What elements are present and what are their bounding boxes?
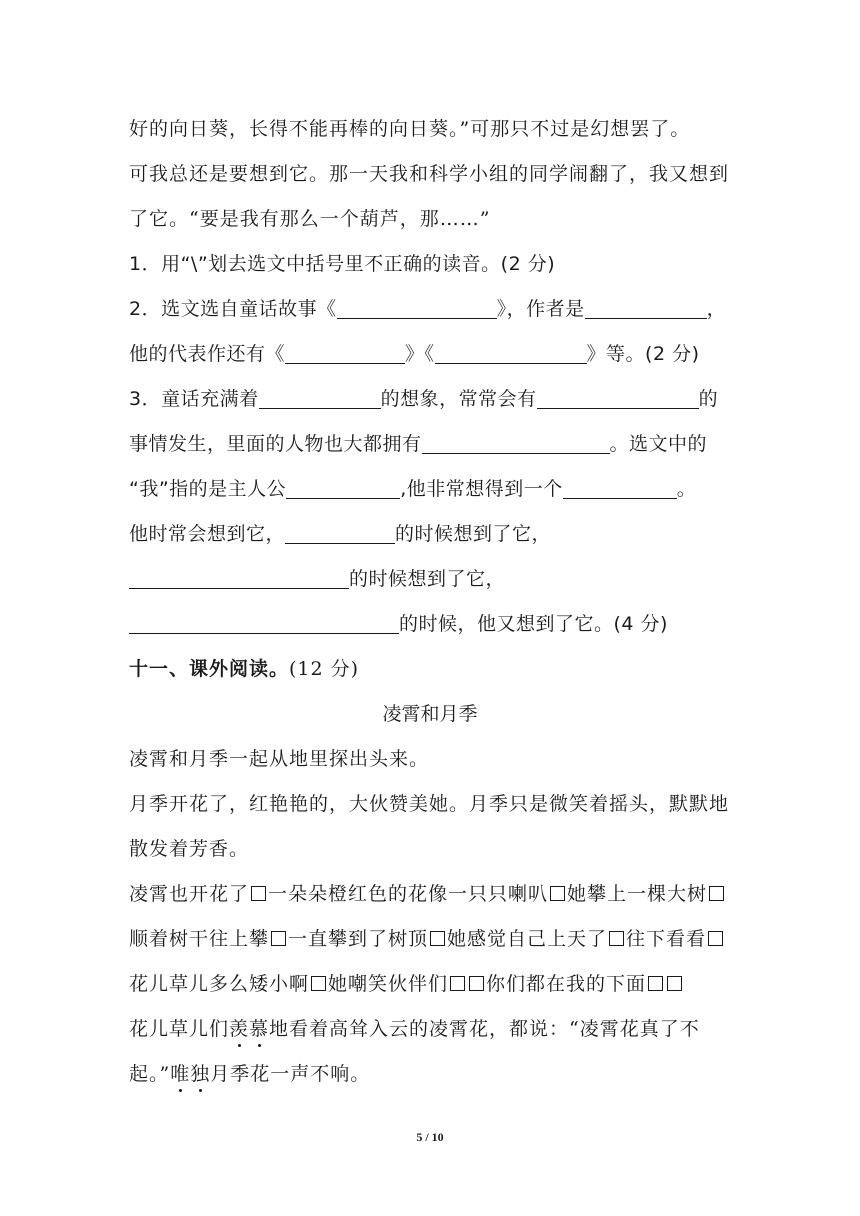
story-paragraph-4-line-2 bbox=[129, 1062, 370, 1086]
question-2-line-1 bbox=[129, 297, 726, 321]
punctuation-box[interactable] bbox=[667, 976, 682, 991]
question-3-line-4 bbox=[129, 522, 551, 546]
p3-segment: 她感觉自己上天了 bbox=[447, 928, 608, 950]
punctuation-box[interactable] bbox=[311, 976, 326, 991]
wanted-object-blank[interactable] bbox=[563, 478, 677, 499]
q3-text-k: 的时候想到了它， bbox=[349, 568, 506, 590]
punctuation-box[interactable] bbox=[708, 931, 723, 946]
q3-text-g: ,他非常想得到一个 bbox=[400, 478, 563, 500]
q2-text-e: 》《 bbox=[405, 343, 435, 365]
question-3-line-2 bbox=[129, 432, 707, 456]
occasion-3-blank[interactable] bbox=[129, 613, 399, 634]
p3-segment: 顺着树干往上攀 bbox=[129, 928, 270, 950]
story-title-blank[interactable] bbox=[337, 298, 497, 319]
p3-segment: 凌霄也开花了 bbox=[129, 883, 250, 905]
dotted-character: 唯 bbox=[170, 1063, 191, 1085]
q3-text-a: 3．童话充满着 bbox=[129, 388, 259, 410]
page-number: 5 / 10 bbox=[416, 1130, 444, 1144]
question-1: 1．用“\”划去选文中括号里不正确的读音。(2 分) bbox=[129, 253, 556, 275]
p4-segment: 花儿草儿们 bbox=[129, 1018, 230, 1040]
occasion-2-blank[interactable] bbox=[129, 568, 349, 589]
q3-text-b: 的想象，常常会有 bbox=[380, 388, 537, 410]
work-2-blank[interactable] bbox=[435, 343, 587, 364]
p3-segment: 你们都在我的下面 bbox=[486, 973, 647, 995]
q3-text-i: 他时常会想到它， bbox=[129, 523, 286, 545]
punctuation-box[interactable] bbox=[251, 886, 266, 901]
question-3-line-6 bbox=[129, 612, 668, 636]
story-paragraph-4-line-1 bbox=[129, 1017, 700, 1041]
q2-text-a: 2．选文选自童话故事《 bbox=[129, 298, 337, 320]
question-2-line-2 bbox=[129, 342, 700, 366]
section-11-score: (12 分) bbox=[289, 658, 360, 680]
p4-segment: 地看着高耸入云的凌霄花，都说：“凌霄花真了不 bbox=[269, 1018, 700, 1040]
punctuation-box[interactable] bbox=[271, 931, 286, 946]
events-blank[interactable] bbox=[537, 388, 699, 409]
dotted-character: 独 bbox=[190, 1063, 211, 1085]
dotted-character: 羡 bbox=[229, 1018, 250, 1040]
p4-segment: 起。” bbox=[129, 1063, 171, 1085]
characters-blank[interactable] bbox=[422, 433, 610, 454]
story-paragraph-1: 凌霄和月季一起从地里探出头来。 bbox=[129, 748, 430, 770]
punctuation-box[interactable] bbox=[469, 976, 484, 991]
imagination-blank[interactable] bbox=[259, 388, 381, 409]
story-title: 凌霄和月季 bbox=[382, 703, 478, 725]
p3-segment: 她攀上一棵大树 bbox=[567, 883, 708, 905]
punctuation-box[interactable] bbox=[709, 886, 724, 901]
passage-line-3: 了它。“要是我有那么一个葫芦，那……” bbox=[129, 208, 491, 230]
p3-segment: 花儿草儿多么矮小啊 bbox=[129, 973, 310, 995]
q2-text-f: 》等。(2 分) bbox=[586, 343, 700, 365]
q3-text-c: 的 bbox=[698, 388, 719, 410]
passage-line-1: 好的向日葵，长得不能再棒的向日葵。”可那只不过是幻想罢了。 bbox=[129, 118, 691, 140]
q3-text-e: 。选文中的 bbox=[609, 433, 708, 455]
punctuation-box[interactable] bbox=[609, 931, 624, 946]
occasion-1-blank[interactable] bbox=[285, 523, 395, 544]
punctuation-box[interactable] bbox=[430, 931, 445, 946]
question-3-line-1 bbox=[129, 387, 718, 411]
author-blank[interactable] bbox=[585, 298, 707, 319]
punctuation-box[interactable] bbox=[450, 976, 465, 991]
punctuation-box[interactable] bbox=[550, 886, 565, 901]
q3-text-j: 的时候想到了它， bbox=[395, 523, 552, 545]
q2-text-c: ， bbox=[706, 298, 727, 320]
q2-text-d: 他的代表作还有《 bbox=[129, 343, 286, 365]
q3-text-l: 的时候，他又想到了它。(4 分) bbox=[399, 613, 668, 635]
q2-text-b: 》，作者是 bbox=[496, 298, 585, 320]
story-paragraph-3-line-2 bbox=[129, 927, 725, 951]
section-11-title: 十一、课外阅读。 bbox=[129, 658, 290, 680]
passage-line-2: 可我总还是要想到它。那一天我和科学小组的同学闹翻了，我又想到 bbox=[129, 163, 730, 185]
story-paragraph-3-line-3 bbox=[129, 972, 684, 996]
p3-segment: 一朵朵橙红色的花像一只只喇叭 bbox=[268, 883, 549, 905]
story-paragraph-2-line-1: 月季开花了，红艳艳的，大伙赞美她。月季只是微笑着摇头，默默地 bbox=[129, 793, 730, 815]
work-1-blank[interactable] bbox=[285, 343, 405, 364]
question-3-line-5 bbox=[129, 567, 505, 591]
punctuation-box[interactable] bbox=[648, 976, 663, 991]
question-3-line-3 bbox=[129, 477, 696, 501]
q3-text-h: 。 bbox=[676, 478, 697, 500]
dotted-character: 慕 bbox=[249, 1018, 270, 1040]
p3-segment: 一直攀到了树顶 bbox=[288, 928, 429, 950]
story-paragraph-2-line-2: 散发着芳香。 bbox=[129, 838, 250, 860]
protagonist-blank[interactable] bbox=[286, 478, 400, 499]
story-paragraph-3-line-1 bbox=[129, 882, 726, 906]
q3-text-d: 事情发生，里面的人物也大都拥有 bbox=[129, 433, 422, 455]
p4-segment: 月季花一声不响。 bbox=[210, 1063, 371, 1085]
p3-segment: 她嘲笑伙伴们 bbox=[328, 973, 449, 995]
section-11-heading bbox=[129, 657, 359, 681]
p3-segment: 往下看看 bbox=[626, 928, 707, 950]
q3-text-f: “我”指的是主人公 bbox=[129, 478, 287, 500]
